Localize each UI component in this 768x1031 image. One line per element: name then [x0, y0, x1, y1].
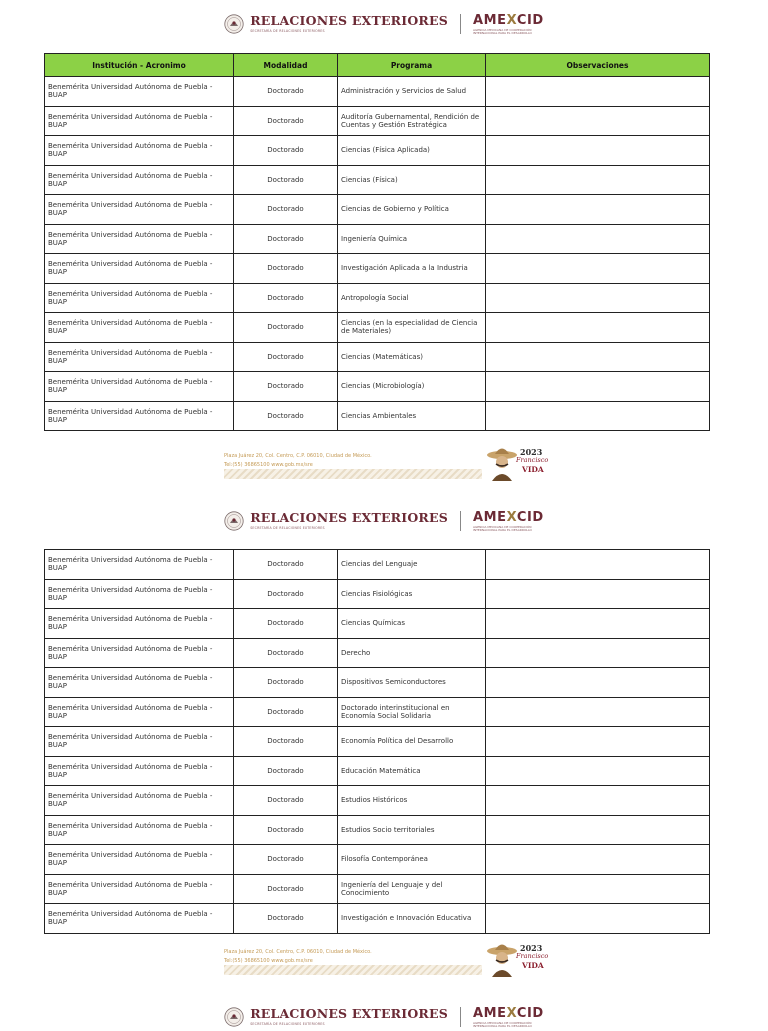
cell-institucion: Benemérita Universidad Autónoma de Puebla - BUAP: [45, 579, 234, 609]
cell-programa: Estudios Históricos: [338, 786, 486, 816]
cell-modalidad: Doctorado: [234, 77, 338, 107]
cell-programa: Auditoría Gubernamental, Rendición de Cuentas y Gestión Estratégica: [338, 106, 486, 136]
cell-institucion: Benemérita Universidad Autónoma de Puebla - BUAP: [45, 224, 234, 254]
table-row: [45, 638, 710, 668]
cell-programa: Derecho: [338, 638, 486, 668]
cell-institucion: Benemérita Universidad Autónoma de Puebla - BUAP: [45, 904, 234, 934]
cell-institucion: Benemérita Universidad Autónoma de Puebla - BUAP: [45, 106, 234, 136]
cell-observaciones: [486, 874, 710, 904]
cell-observaciones: [486, 254, 710, 284]
table-row: [45, 77, 710, 107]
cell-modalidad: Doctorado: [234, 313, 338, 343]
cell-observaciones: [486, 136, 710, 166]
table-row: [45, 106, 710, 136]
header-divider: [460, 14, 461, 34]
footer-contact: Tel:(55) 36865100 www.gob.mx/sre: [224, 462, 313, 468]
cell-institucion: Benemérita Universidad Autónoma de Puebla - BUAP: [45, 609, 234, 639]
cell-institucion: Benemérita Universidad Autónoma de Puebla - BUAP: [45, 727, 234, 757]
cell-observaciones: [486, 786, 710, 816]
col-header-observaciones: Observaciones: [486, 54, 710, 77]
sre-subtitle: SECRETARÍA DE RELACIONES EXTERIORES: [250, 1021, 325, 1026]
francisco-villa-badge: [486, 939, 549, 979]
table-row: [45, 697, 710, 727]
sre-subtitle: SECRETARÍA DE RELACIONES EXTERIORES: [250, 28, 325, 33]
cell-institucion: Benemérita Universidad Autónoma de Puebla - BUAP: [45, 401, 234, 431]
table-row: [45, 668, 710, 698]
cell-observaciones: [486, 579, 710, 609]
page3-header: [0, 1003, 768, 1031]
cell-observaciones: [486, 401, 710, 431]
footer-contact: Tel:(55) 36865100 www.gob.mx/sre: [224, 958, 313, 964]
table-row: [45, 609, 710, 639]
cell-observaciones: [486, 845, 710, 875]
amexcid-subtitle: AGENCIA MEXICANA DE COOPERACIÓN INTERNACIONAL PARA EL DESARROLLO: [472, 1020, 532, 1028]
table-row: [45, 756, 710, 786]
table-row: [45, 342, 710, 372]
francisco-villa-badge: [486, 443, 549, 483]
mexico-seal-icon: [224, 1007, 244, 1027]
francisco-villa-portrait-icon: [486, 445, 518, 481]
cell-modalidad: Doctorado: [234, 165, 338, 195]
cell-modalidad: Doctorado: [234, 106, 338, 136]
amexcid-title: AMEXCID: [472, 509, 544, 525]
cell-modalidad: Doctorado: [234, 342, 338, 372]
cell-modalidad: Doctorado: [234, 609, 338, 639]
cell-observaciones: [486, 904, 710, 934]
cell-programa: Educación Matemática: [338, 756, 486, 786]
cell-institucion: Benemérita Universidad Autónoma de Puebla - BUAP: [45, 638, 234, 668]
cell-observaciones: [486, 165, 710, 195]
cell-programa: Ciencias de Gobierno y Política: [338, 195, 486, 225]
cell-modalidad: Doctorado: [234, 668, 338, 698]
table-row: [45, 786, 710, 816]
cell-modalidad: Doctorado: [234, 874, 338, 904]
cell-modalidad: Doctorado: [234, 283, 338, 313]
cell-institucion: Benemérita Universidad Autónoma de Puebla - BUAP: [45, 165, 234, 195]
cell-programa: Antropología Social: [338, 283, 486, 313]
col-header-institucion: Institución - Acronimo: [45, 54, 234, 77]
col-header-modalidad: Modalidad: [234, 54, 338, 77]
badge-vida: VIDA: [522, 961, 544, 970]
cell-modalidad: Doctorado: [234, 697, 338, 727]
sre-subtitle: SECRETARÍA DE RELACIONES EXTERIORES: [250, 525, 325, 530]
cell-modalidad: Doctorado: [234, 845, 338, 875]
footer-address: Plaza Juárez 20, Col. Centro, C.P. 06010, Ciudad de México.: [224, 949, 372, 955]
cell-programa: Ciencias Químicas: [338, 609, 486, 639]
sre-title: RELACIONES EXTERIORES: [250, 13, 448, 29]
table-row: [45, 372, 710, 402]
table-row: [45, 224, 710, 254]
table-row: [45, 579, 710, 609]
cell-programa: Ingeniería del Lenguaje y del Conocimiento: [338, 874, 486, 904]
cell-observaciones: [486, 195, 710, 225]
cell-observaciones: [486, 106, 710, 136]
table-row: [45, 727, 710, 757]
mexico-seal-icon: [224, 511, 244, 531]
cell-modalidad: Doctorado: [234, 195, 338, 225]
page1-footer: [224, 447, 549, 487]
cell-modalidad: Doctorado: [234, 136, 338, 166]
cell-observaciones: [486, 668, 710, 698]
cell-institucion: Benemérita Universidad Autónoma de Puebla - BUAP: [45, 254, 234, 284]
cell-programa: Ingeniería Química: [338, 224, 486, 254]
table-row: [45, 874, 710, 904]
cell-institucion: Benemérita Universidad Autónoma de Puebla - BUAP: [45, 874, 234, 904]
page2-header: [0, 507, 768, 535]
cell-modalidad: Doctorado: [234, 550, 338, 580]
cell-programa: Investigación Aplicada a la Industria: [338, 254, 486, 284]
cell-observaciones: [486, 224, 710, 254]
cell-institucion: Benemérita Universidad Autónoma de Puebla - BUAP: [45, 550, 234, 580]
cell-modalidad: Doctorado: [234, 579, 338, 609]
cell-programa: Ciencias (Matemáticas): [338, 342, 486, 372]
cell-modalidad: Doctorado: [234, 904, 338, 934]
header-logos: [224, 14, 544, 35]
cell-programa: Ciencias (en la especialidad de Ciencia de Materiales): [338, 313, 486, 343]
cell-observaciones: [486, 697, 710, 727]
cell-modalidad: Doctorado: [234, 815, 338, 845]
page2-footer: [224, 943, 549, 983]
table-header-row: [45, 54, 710, 77]
table-row: [45, 283, 710, 313]
cell-programa: Filosofía Contemporánea: [338, 845, 486, 875]
badge-name: Francisco: [516, 952, 549, 960]
cell-modalidad: Doctorado: [234, 254, 338, 284]
table-row: [45, 195, 710, 225]
cell-observaciones: [486, 638, 710, 668]
page1-header: [0, 10, 768, 38]
badge-name: Francisco: [516, 456, 549, 464]
cell-institucion: Benemérita Universidad Autónoma de Puebla - BUAP: [45, 815, 234, 845]
cell-institucion: Benemérita Universidad Autónoma de Puebla - BUAP: [45, 845, 234, 875]
sre-title: RELACIONES EXTERIORES: [250, 510, 448, 526]
header-divider: [460, 1007, 461, 1027]
cell-institucion: Benemérita Universidad Autónoma de Puebla - BUAP: [45, 283, 234, 313]
cell-programa: Ciencias del Lenguaje: [338, 550, 486, 580]
table-row: [45, 904, 710, 934]
footer-pattern-band: [224, 469, 482, 479]
sre-title: RELACIONES EXTERIORES: [250, 1006, 448, 1022]
header-logos: [224, 511, 544, 532]
header-divider: [460, 511, 461, 531]
footer-address: Plaza Juárez 20, Col. Centro, C.P. 06010, Ciudad de México.: [224, 453, 372, 459]
cell-observaciones: [486, 342, 710, 372]
cell-modalidad: Doctorado: [234, 756, 338, 786]
cell-programa: Ciencias Fisiológicas: [338, 579, 486, 609]
cell-modalidad: Doctorado: [234, 727, 338, 757]
cell-programa: Investigación e Innovación Educativa: [338, 904, 486, 934]
programs-table-page2: [44, 549, 710, 934]
cell-institucion: Benemérita Universidad Autónoma de Puebla - BUAP: [45, 77, 234, 107]
cell-observaciones: [486, 609, 710, 639]
cell-programa: Ciencias (Física): [338, 165, 486, 195]
cell-institucion: Benemérita Universidad Autónoma de Puebla - BUAP: [45, 697, 234, 727]
col-header-programa: Programa: [338, 54, 486, 77]
amexcid-title: AMEXCID: [472, 1005, 544, 1021]
cell-institucion: Benemérita Universidad Autónoma de Puebla - BUAP: [45, 756, 234, 786]
table-row: [45, 254, 710, 284]
header-logos: [224, 1007, 544, 1028]
cell-modalidad: Doctorado: [234, 224, 338, 254]
cell-observaciones: [486, 313, 710, 343]
programs-table-page1: [44, 53, 710, 431]
cell-programa: Ciencias (Microbiología): [338, 372, 486, 402]
table-row: [45, 845, 710, 875]
amexcid-subtitle: AGENCIA MEXICANA DE COOPERACIÓN INTERNACIONAL PARA EL DESARROLLO: [472, 524, 532, 532]
cell-observaciones: [486, 756, 710, 786]
cell-programa: Estudios Socio territoriales: [338, 815, 486, 845]
mexico-seal-icon: [224, 14, 244, 34]
cell-institucion: Benemérita Universidad Autónoma de Puebla - BUAP: [45, 342, 234, 372]
cell-programa: Economía Política del Desarrollo: [338, 727, 486, 757]
cell-observaciones: [486, 550, 710, 580]
table-row: [45, 165, 710, 195]
cell-programa: Dispositivos Semiconductores: [338, 668, 486, 698]
table-row: [45, 815, 710, 845]
footer-pattern-band: [224, 965, 482, 975]
badge-vida: VIDA: [522, 465, 544, 474]
badge-year: 2023: [520, 447, 543, 457]
amexcid-subtitle: AGENCIA MEXICANA DE COOPERACIÓN INTERNACIONAL PARA EL DESARROLLO: [472, 27, 532, 35]
cell-observaciones: [486, 283, 710, 313]
cell-modalidad: Doctorado: [234, 401, 338, 431]
cell-institucion: Benemérita Universidad Autónoma de Puebla - BUAP: [45, 372, 234, 402]
amexcid-title: AMEXCID: [472, 12, 544, 28]
cell-institucion: Benemérita Universidad Autónoma de Puebla - BUAP: [45, 195, 234, 225]
table-row: [45, 401, 710, 431]
cell-observaciones: [486, 815, 710, 845]
cell-observaciones: [486, 372, 710, 402]
table-row: [45, 313, 710, 343]
cell-programa: Ciencias (Física Aplicada): [338, 136, 486, 166]
cell-modalidad: Doctorado: [234, 638, 338, 668]
cell-observaciones: [486, 727, 710, 757]
table-row: [45, 550, 710, 580]
cell-institucion: Benemérita Universidad Autónoma de Puebla - BUAP: [45, 786, 234, 816]
cell-institucion: Benemérita Universidad Autónoma de Puebla - BUAP: [45, 668, 234, 698]
cell-programa: Doctorado interinstitucional en Economía Social Solidaria: [338, 697, 486, 727]
cell-programa: Administración y Servicios de Salud: [338, 77, 486, 107]
cell-programa: Ciencias Ambientales: [338, 401, 486, 431]
table-row: [45, 136, 710, 166]
cell-modalidad: Doctorado: [234, 372, 338, 402]
francisco-villa-portrait-icon: [486, 941, 518, 977]
badge-year: 2023: [520, 943, 543, 953]
cell-institucion: Benemérita Universidad Autónoma de Puebla - BUAP: [45, 136, 234, 166]
cell-institucion: Benemérita Universidad Autónoma de Puebla - BUAP: [45, 313, 234, 343]
cell-observaciones: [486, 77, 710, 107]
cell-modalidad: Doctorado: [234, 786, 338, 816]
